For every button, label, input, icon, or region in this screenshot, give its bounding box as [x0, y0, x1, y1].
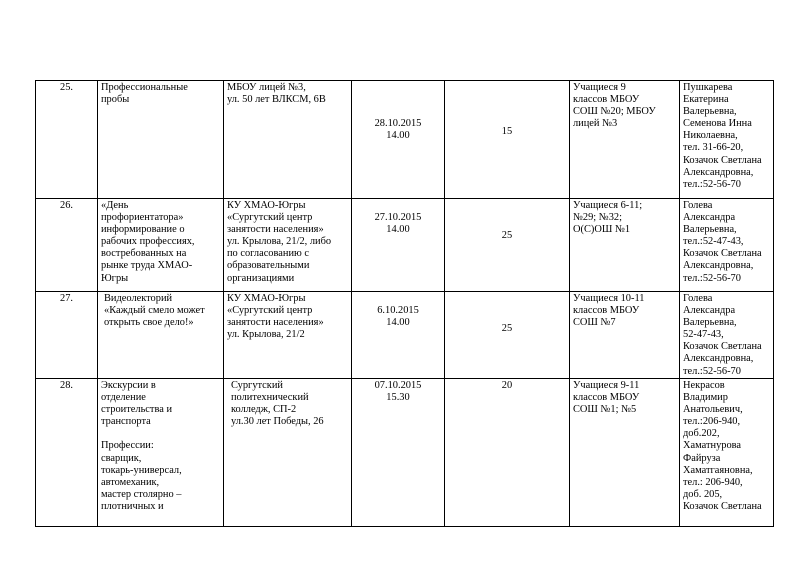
cell-place — [224, 379, 352, 527]
responsible-line: Козачок Светлана — [683, 341, 762, 353]
responsible-line: Александровна, — [683, 166, 754, 178]
responsible-line: Хаматгаяновна, — [683, 464, 753, 476]
place-line: МБОУ лицей №3, — [227, 82, 306, 93]
row-number: 28. — [60, 380, 73, 391]
place-line: колледж, СП-2 — [231, 404, 297, 416]
table-row — [36, 379, 774, 527]
responsible-line: доб. 205, — [683, 488, 723, 500]
cell-responsible — [680, 379, 774, 527]
event-line: токарь-универсал, — [101, 464, 182, 476]
event-line: Экскурсии в — [101, 380, 156, 391]
date-line: 07.10.2015 — [374, 380, 422, 391]
responsible-line: Файруза — [683, 452, 721, 464]
place-line: ул. Крылова, 21/2, либо — [227, 236, 332, 248]
place-line: КУ ХМАО-Югры — [227, 200, 306, 211]
cell-date — [352, 292, 445, 379]
responsible-line: Голева — [683, 200, 713, 211]
participant-count: 25 — [501, 323, 513, 334]
participants-line: №29; №32; — [573, 212, 622, 224]
cell-count — [445, 379, 570, 527]
cell-num — [36, 292, 98, 379]
participant-count: 25 — [501, 230, 513, 241]
date-line: 14.00 — [386, 130, 410, 142]
place-line: организациями — [227, 272, 295, 284]
responsible-line: доб.202, — [683, 428, 720, 440]
cell-date — [352, 199, 445, 292]
event-line: профориентатора» — [101, 212, 184, 224]
date-line: 15.30 — [386, 392, 410, 404]
participant-count: 20 — [501, 380, 513, 391]
table-row — [36, 292, 774, 379]
cell-participants — [570, 292, 680, 379]
place-line: ул.30 лет Победы, 26 — [231, 416, 324, 428]
cell-participants — [570, 81, 680, 199]
place-line: занятости населения» — [227, 317, 324, 329]
place-line: ул. Крылова, 21/2 — [227, 329, 305, 341]
cell-event — [98, 81, 224, 199]
row-number: 27. — [60, 293, 73, 304]
responsible-line: Валерьевна, — [683, 224, 737, 236]
events-table — [35, 80, 774, 527]
cell-event — [98, 379, 224, 527]
table-row — [36, 81, 774, 199]
event-line: автомеханик, — [101, 476, 160, 488]
responsible-line: Александровна, — [683, 353, 754, 365]
event-line: «День — [101, 200, 129, 211]
cell-event — [98, 292, 224, 379]
cell-num — [36, 81, 98, 199]
responsible-line: тел.:52-56-70 — [683, 178, 741, 190]
cell-place — [224, 199, 352, 292]
participants-line: классов МБОУ — [573, 392, 640, 404]
event-line — [101, 428, 220, 440]
cell-event — [98, 199, 224, 292]
cell-responsible — [680, 292, 774, 379]
place-line: по согласованию с — [227, 248, 309, 260]
event-line: пробы — [101, 94, 130, 106]
participants-line: О(С)ОШ №1 — [573, 224, 631, 236]
participants-line: СОШ №1; №5 — [573, 404, 637, 416]
responsible-line: Козачок Светлана — [683, 248, 762, 260]
cell-responsible — [680, 81, 774, 199]
event-line: рабочих профессиях, — [101, 236, 195, 248]
cell-participants — [570, 199, 680, 292]
responsible-line: тел.:206-940, — [683, 416, 741, 428]
participants-line: классов МБОУ — [573, 305, 640, 317]
cell-count — [445, 199, 570, 292]
responsible-line: Козачок Светлана — [683, 500, 762, 512]
event-line: отделение — [101, 392, 146, 404]
date-line: 27.10.2015 — [374, 212, 422, 223]
cell-participants — [570, 379, 680, 527]
responsible-line: Голева — [683, 293, 713, 304]
event-line: Видеолекторий — [104, 293, 173, 304]
participants-line: классов МБОУ — [573, 94, 640, 106]
participants-line: СОШ №20; МБОУ — [573, 106, 656, 118]
responsible-line: Александра — [683, 212, 736, 224]
responsible-line: Валерьевна, — [683, 106, 737, 118]
table-row — [36, 199, 774, 292]
responsible-line: Владимир — [683, 392, 728, 404]
responsible-line: тел.:52-56-70 — [683, 365, 741, 377]
date-line: 14.00 — [386, 224, 410, 236]
event-line: Профессии: — [101, 440, 154, 452]
date-line: 28.10.2015 — [374, 118, 422, 129]
cell-date — [352, 81, 445, 199]
responsible-line: Козачок Светлана — [683, 154, 762, 166]
responsible-line: тел.:52-56-70 — [683, 272, 741, 284]
responsible-line: Екатерина — [683, 94, 729, 106]
place-line: занятости населения» — [227, 224, 324, 236]
responsible-line: тел.: 206-940, — [683, 476, 743, 488]
participants-line: лицей №3 — [573, 118, 618, 130]
cell-num — [36, 379, 98, 527]
place-line: образовательными — [227, 260, 310, 272]
responsible-line: Семенова Инна — [683, 118, 752, 130]
event-line: информирование о — [101, 224, 185, 236]
cell-place — [224, 292, 352, 379]
responsible-line: Некрасов — [683, 380, 725, 391]
event-line: «Каждый смело может — [104, 305, 205, 317]
cell-date — [352, 379, 445, 527]
date-line: 14.00 — [386, 317, 410, 329]
participants-line: Учащиеся 9 — [573, 82, 626, 93]
event-line: строительства и — [101, 404, 172, 416]
place-line: КУ ХМАО-Югры — [227, 293, 306, 304]
responsible-line: Анатольевич, — [683, 404, 743, 416]
event-line: мастер столярно – — [101, 488, 182, 500]
place-line: «Сургутский центр — [227, 212, 313, 224]
event-line: Югры — [101, 272, 129, 284]
place-line: политехнический — [231, 392, 309, 404]
place-line: Сургутский — [231, 380, 283, 391]
participants-line: Учащиеся 9-11 — [573, 380, 640, 391]
event-line: сварщик, — [101, 452, 142, 464]
participants-line: СОШ №7 — [573, 317, 616, 329]
participants-line: Учащиеся 6-11; — [573, 200, 643, 211]
event-line: Профессиональные — [101, 82, 188, 93]
responsible-line: тел. 31-66-20, — [683, 142, 744, 154]
responsible-line: Хаматнурова — [683, 440, 742, 452]
cell-responsible — [680, 199, 774, 292]
date-line: 6.10.2015 — [377, 305, 419, 316]
responsible-line: тел.:52-47-43, — [683, 236, 744, 248]
cell-count — [445, 292, 570, 379]
place-line: «Сургутский центр — [227, 305, 313, 317]
cell-num — [36, 199, 98, 292]
participants-line: Учащиеся 10-11 — [573, 293, 645, 304]
responsible-line: Александровна, — [683, 260, 754, 272]
row-number: 26. — [60, 200, 73, 211]
place-line: ул. 50 лет ВЛКСМ, 6В — [227, 94, 326, 106]
cell-count — [445, 81, 570, 199]
responsible-line: 52-47-43, — [683, 329, 724, 341]
event-line: транспорта — [101, 416, 151, 428]
responsible-line: Александра — [683, 305, 736, 317]
row-number: 25. — [60, 82, 73, 93]
cell-place — [224, 81, 352, 199]
event-line: открыть свое дело!» — [104, 317, 194, 329]
participant-count: 15 — [501, 126, 513, 137]
responsible-line: Валерьевна, — [683, 317, 737, 329]
responsible-line: Николаевна, — [683, 130, 738, 142]
event-line: востребованных на — [101, 248, 187, 260]
responsible-line: Пушкарева — [683, 82, 733, 93]
event-line: плотничных и — [101, 500, 164, 512]
event-line: рынке труда ХМАО- — [101, 260, 193, 272]
